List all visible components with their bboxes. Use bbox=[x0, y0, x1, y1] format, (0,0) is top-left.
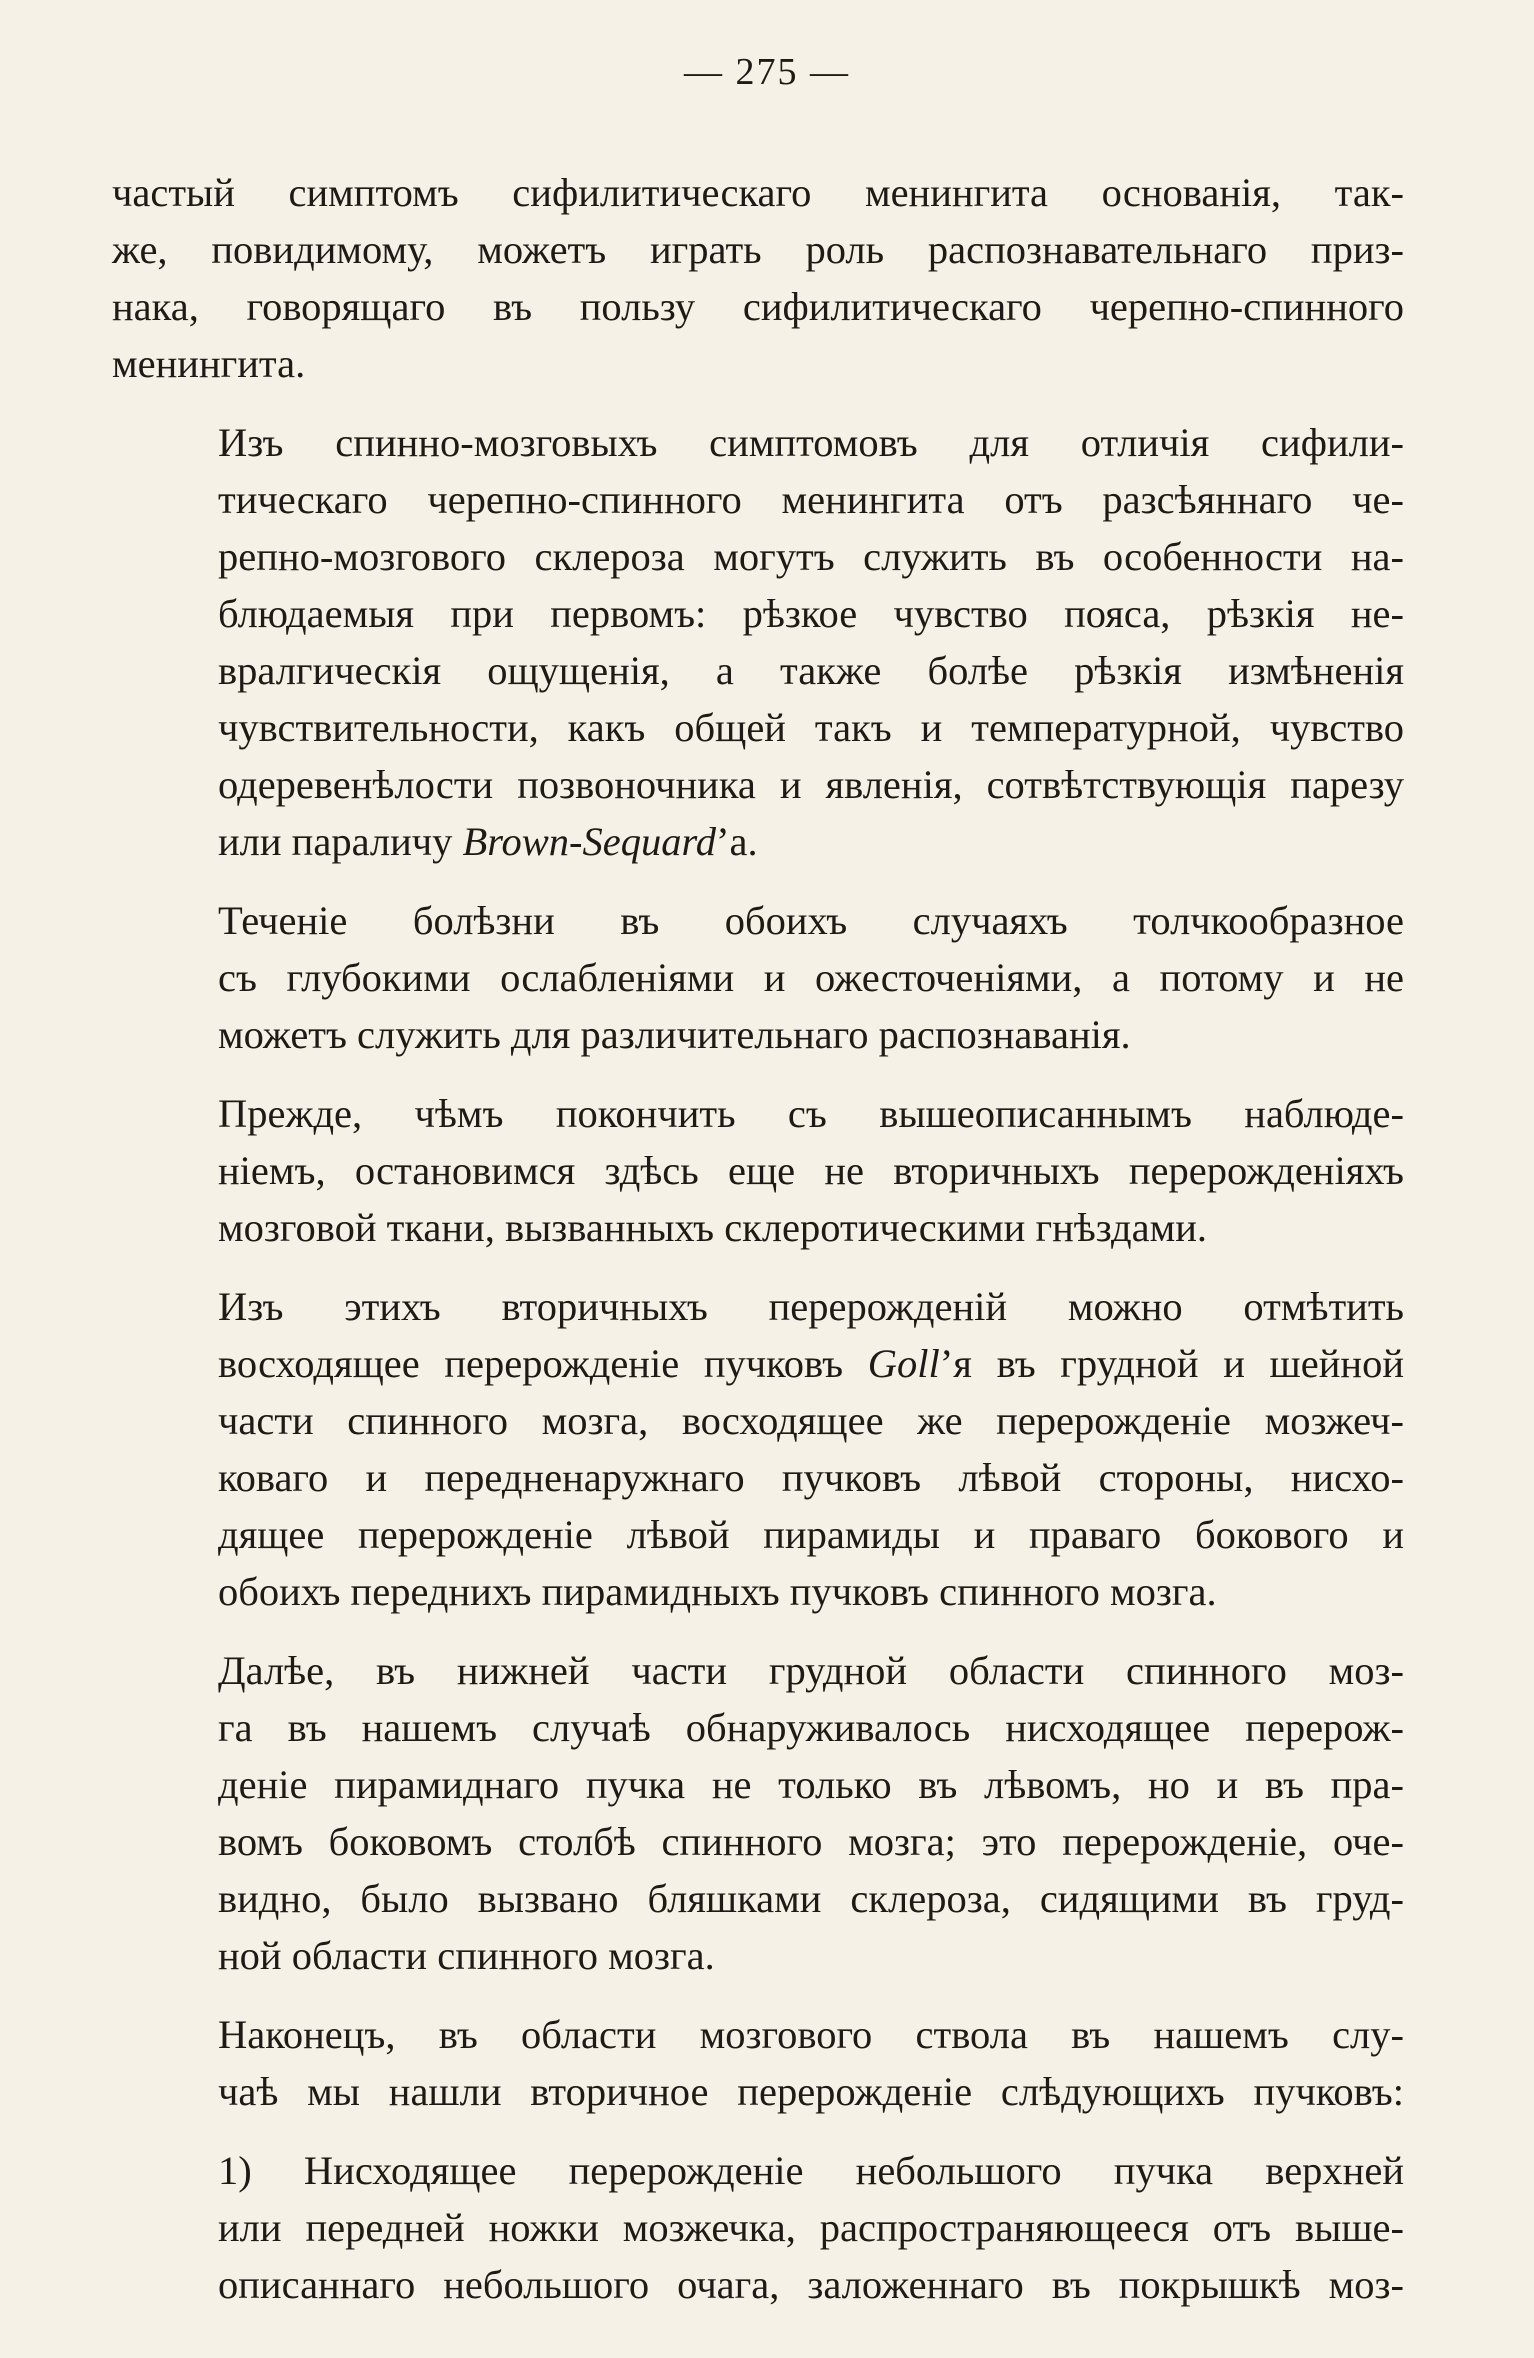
text-segment: ’я въ грудной и шейной bbox=[939, 1341, 1404, 1386]
text-line: чаѣ мы нашли вторичное перерожденіе слѣдующихъ пучковъ: bbox=[218, 2069, 1404, 2114]
text-line: репно-мозгового склероза могутъ служить въ особенности на- bbox=[218, 534, 1404, 579]
text-line: можетъ служить для различительнаго распознаванія. bbox=[218, 1012, 1131, 1057]
text-line: же, повидимому, можетъ играть роль распознавательнаго приз- bbox=[112, 227, 1404, 272]
text-line: дящее перерожденіе лѣвой пирамиды и праваго бокового и bbox=[218, 1512, 1404, 1557]
text-line bbox=[112, 1335, 1404, 1392]
text-segment: восходящее перерожденіе пучковъ bbox=[218, 1341, 868, 1386]
text-line: га въ нашемъ случаѣ обнаруживалось нисходящее перерож- bbox=[218, 1705, 1404, 1750]
author-name: Goll bbox=[867, 1341, 940, 1386]
text-line: ной области спинного мозга. bbox=[218, 1933, 715, 1978]
paragraph-6 bbox=[112, 1642, 1404, 1984]
body-text bbox=[112, 164, 1404, 2335]
text-line: менингита. bbox=[112, 341, 306, 386]
text-line: съ глубокими ослабленіями и ожесточеніями, а потому и не bbox=[218, 955, 1404, 1000]
paragraph-7 bbox=[112, 2006, 1404, 2120]
paragraph-3 bbox=[112, 892, 1404, 1063]
text-segment: или параличу bbox=[218, 819, 463, 864]
paragraph-1 bbox=[112, 164, 1404, 392]
text-line: блюдаемыя при первомъ: рѣзкое чувство пояса, рѣзкія не- bbox=[218, 591, 1404, 636]
text-line: Наконецъ, въ области мозгового ствола въ нашемъ слу- bbox=[218, 2012, 1404, 2057]
text-line: Теченіе болѣзни въ обоихъ случаяхъ толчкообразное bbox=[218, 898, 1404, 943]
text-line: или передней ножки мозжечка, распространяющееся отъ выше- bbox=[218, 2205, 1404, 2250]
paragraph-2 bbox=[112, 414, 1404, 870]
text-line: частый симптомъ сифилитическаго менингита основанія, так- bbox=[112, 170, 1404, 215]
paragraph-5 bbox=[112, 1278, 1404, 1620]
text-segment: ’а. bbox=[716, 819, 758, 864]
text-line: обоихъ переднихъ пирамидныхъ пучковъ спинного мозга. bbox=[218, 1569, 1217, 1614]
text-line: Далѣе, въ нижней части грудной области спинного моз- bbox=[218, 1648, 1404, 1693]
paragraph-4 bbox=[112, 1085, 1404, 1256]
text-line: вомъ боковомъ столбѣ спинного мозга; это перерожденіе, оче- bbox=[218, 1819, 1404, 1864]
text-line: чувствительности, какъ общей такъ и температурной, чувство bbox=[218, 705, 1404, 750]
text-line: 1) Нисходящее перерожденіе небольшого пучка верхней bbox=[218, 2148, 1404, 2193]
text-line: мозговой ткани, вызванныхъ склеротическими гнѣздами. bbox=[218, 1205, 1208, 1250]
text-line: нака, говорящаго въ пользу сифилитическаго черепно-спинного bbox=[112, 284, 1404, 329]
text-line: ніемъ, остановимся здѣсь еще не вторичныхъ перерожденіяхъ bbox=[218, 1148, 1404, 1193]
text-line: коваго и передненаружнаго пучковъ лѣвой стороны, нисхо- bbox=[218, 1455, 1404, 1500]
text-line: части спинного мозга, восходящее же перерожденіе мозжеч- bbox=[218, 1398, 1404, 1443]
text-line: одеревенѣлости позвоночника и явленія, сотвѣтствующія парезу bbox=[218, 762, 1404, 807]
page-number: — 275 — bbox=[684, 51, 850, 93]
text-line: Прежде, чѣмъ покончить съ вышеописаннымъ наблюде- bbox=[218, 1091, 1404, 1136]
text-line: тическаго черепно-спинного менингита отъ разсѣяннаго че- bbox=[218, 477, 1404, 522]
text-line: описаннаго небольшого очага, заложеннаго въ покрышкѣ моз- bbox=[218, 2262, 1404, 2307]
text-line: деніе пирамиднаго пучка не только въ лѣвомъ, но и въ пра- bbox=[218, 1762, 1404, 1807]
text-line: видно, было вызвано бляшками склероза, сидящими въ груд- bbox=[218, 1876, 1404, 1921]
text-line: Изъ этихъ вторичныхъ перерожденій можно отмѣтить bbox=[218, 1284, 1404, 1329]
text-line bbox=[112, 813, 1404, 870]
author-name: Brown-Sequard bbox=[462, 819, 717, 864]
paragraph-8 bbox=[112, 2142, 1404, 2313]
text-line: вралгическія ощущенія, а также болѣе рѣзкія измѣненія bbox=[218, 648, 1404, 693]
text-line: Изъ спинно-мозговыхъ симптомовъ для отличія сифили- bbox=[218, 420, 1404, 465]
